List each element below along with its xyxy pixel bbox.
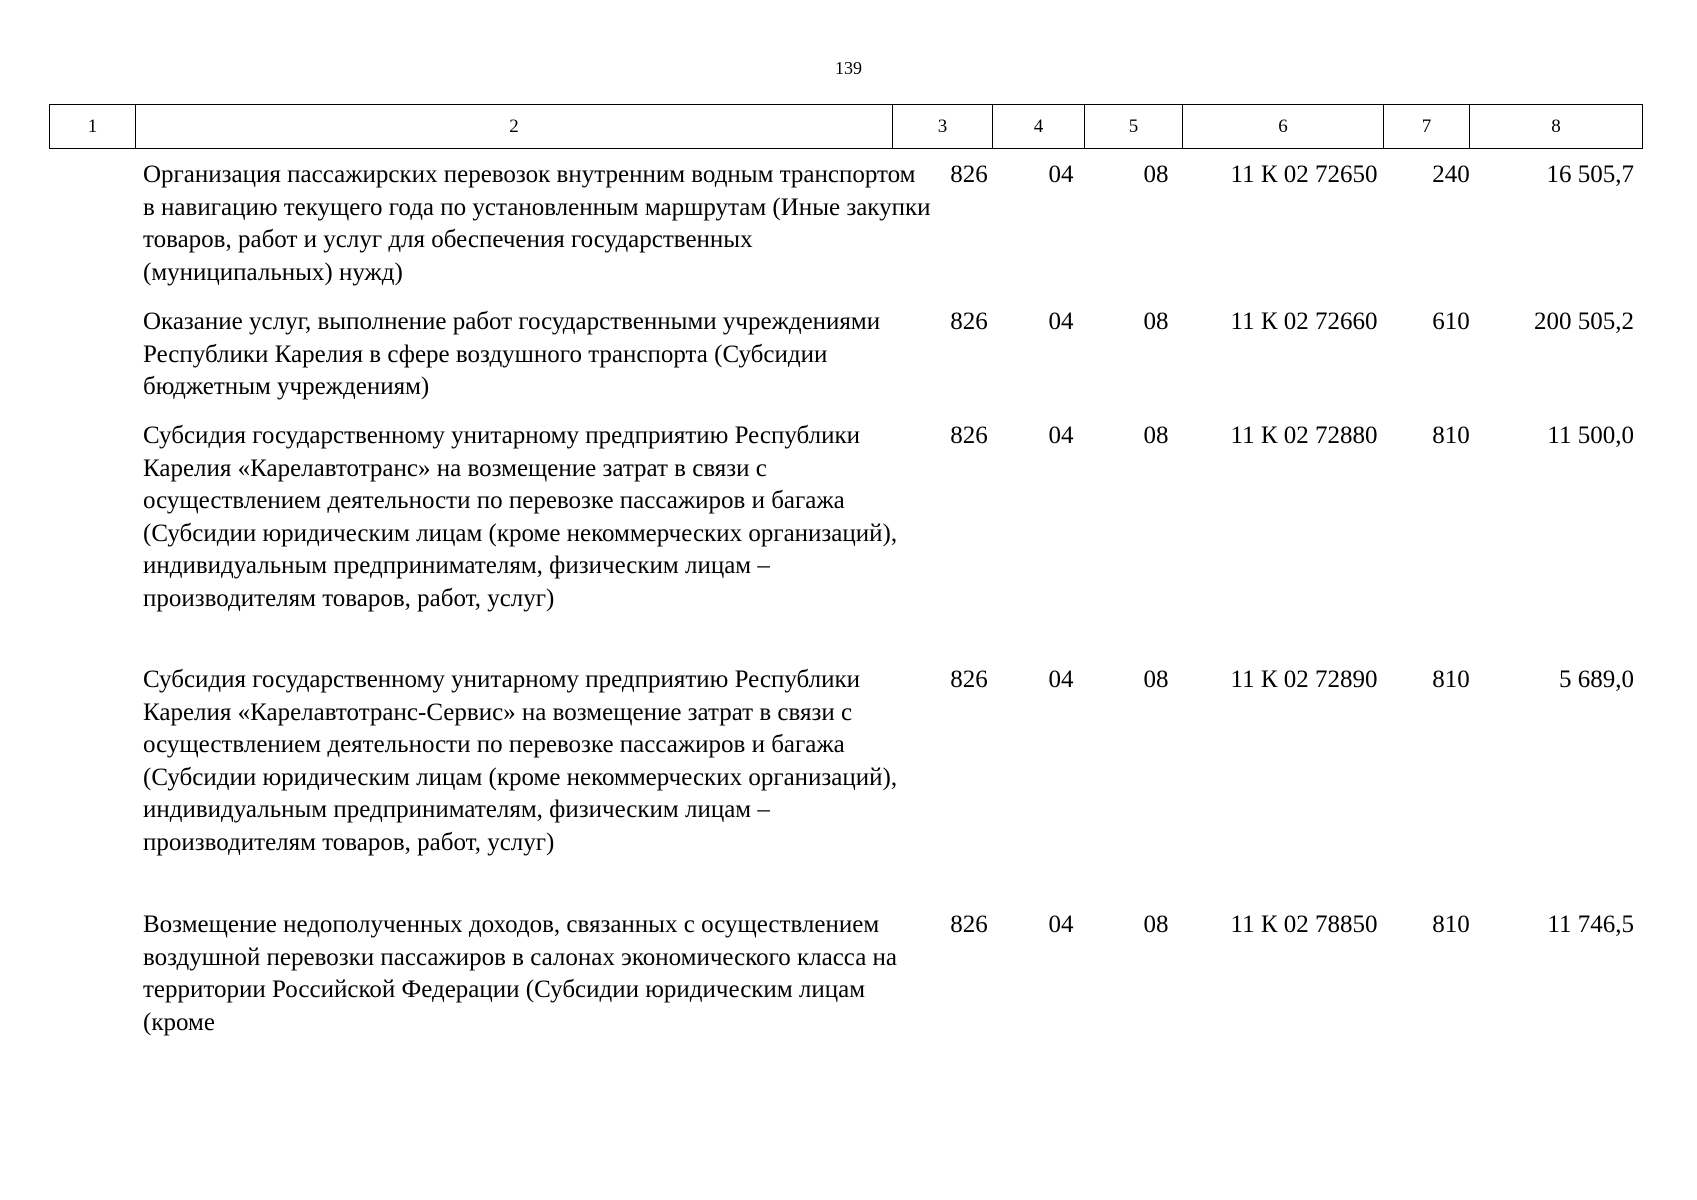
row-code-ministry: 826: [950, 308, 988, 335]
row-amount: 16 505,7: [1546, 161, 1634, 188]
row-section: 04: [1048, 422, 1074, 449]
row-amount: 200 505,2: [1534, 308, 1634, 335]
row-target-article: 11 К 02 72890: [1230, 666, 1378, 693]
row-expense-type: 810: [1432, 422, 1470, 449]
row-expense-type: 810: [1432, 911, 1470, 938]
row-subsection: 08: [1143, 666, 1169, 693]
row-target-article: 11 К 02 72880: [1230, 422, 1378, 449]
column-header-row: [50, 105, 1643, 149]
row-code-ministry: 826: [950, 666, 988, 693]
row-expense-type: 810: [1432, 666, 1470, 693]
row-target-article: 11 К 02 78850: [1230, 911, 1378, 938]
row-amount: 11 500,0: [1547, 422, 1634, 449]
row-section: 04: [1048, 161, 1074, 188]
row-subsection: 08: [1143, 422, 1169, 449]
column-header-2: 2: [136, 105, 893, 149]
row-code-ministry: 826: [950, 161, 988, 188]
row-subsection: 08: [1143, 161, 1169, 188]
row-description: Оказание услуг, выполнение работ государственными учреждениями Республики Карелия в сфере воздушного транспорта (Субсидии бюджетным учреждениям): [143, 308, 881, 400]
row-code-ministry: 826: [950, 422, 988, 449]
row-expense-type: 240: [1432, 161, 1470, 188]
page-number: 139: [835, 58, 862, 78]
row-expense-type: 610: [1432, 308, 1470, 335]
row-amount: 11 746,5: [1547, 911, 1634, 938]
column-header-5: 5: [1085, 105, 1183, 149]
row-section: 04: [1048, 911, 1074, 938]
row-description: Субсидия государственному унитарному предприятию Республики Карелия «Карелавтотранс-Сервис» на возмещение затрат в связи с осуществлением деятельности по перевозке пассажиров и багажа (Субсидии юридическим лицам (кроме некоммерческих организаций), индивидуальным предпринимателям, физическим лицам – производителям товаров, работ, услуг): [143, 666, 898, 856]
column-header-table: [49, 104, 1643, 149]
column-header-1: 1: [50, 105, 136, 149]
column-header-7: 7: [1384, 105, 1470, 149]
row-description: Организация пассажирских перевозок внутренним водным транспортом в навигацию текущего года по установленным маршрутам (Иные закупки товаров, работ и услуг для обеспечения государственных (муниципальных) нужд): [143, 161, 931, 286]
row-section: 04: [1048, 308, 1074, 335]
row-amount: 5 689,0: [1559, 666, 1634, 693]
row-description: Возмещение недополученных доходов, связанных с осуществлением воздушной перевозки пассажиров в салонах экономического класса на территории Российской Федерации (Субсидии юридическим лицам (кроме: [143, 911, 898, 1036]
column-header-8: 8: [1470, 105, 1643, 149]
row-subsection: 08: [1143, 308, 1169, 335]
row-description: Субсидия государственному унитарному предприятию Республики Карелия «Карелавтотранс» на возмещение затрат в связи с осуществлением деятельности по перевозке пассажиров и багажа (Субсидии юридическим лицам (кроме некоммерческих организаций), индивидуальным предпринимателям, физическим лицам – производителям товаров, работ, услуг): [143, 422, 898, 612]
row-subsection: 08: [1143, 911, 1169, 938]
row-target-article: 11 К 02 72660: [1230, 308, 1378, 335]
row-section: 04: [1048, 666, 1074, 693]
row-target-article: 11 К 02 72650: [1230, 161, 1378, 188]
row-code-ministry: 826: [950, 911, 988, 938]
column-header-3: 3: [893, 105, 993, 149]
column-header-6: 6: [1183, 105, 1384, 149]
column-header-4: 4: [993, 105, 1085, 149]
